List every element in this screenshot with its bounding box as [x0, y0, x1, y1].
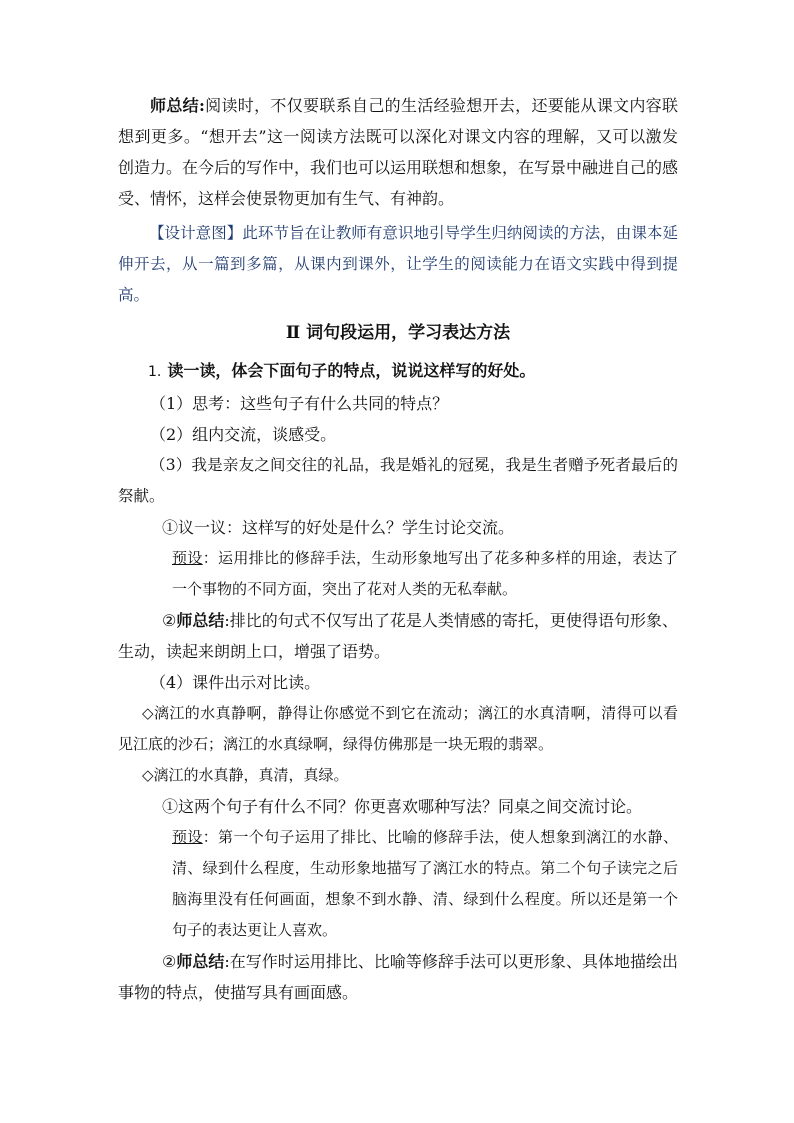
discuss-prompt-2: ①这两个句子有什么不同？你更喜欢哪种写法？同桌之间交流讨论。	[162, 797, 643, 816]
teacher-summary-2	[118, 605, 678, 667]
compare-sentence-2: ◇漓江的水真静，真清，真绿。	[142, 766, 349, 784]
preset-answer-2	[118, 822, 678, 946]
summary-3-label: 师总结	[176, 952, 225, 971]
preset-answer-1	[118, 543, 678, 605]
teacher-summary-3	[118, 946, 678, 1008]
task-1-text: 读一读，体会下面句子的特点，说说这样写的好处。	[167, 361, 536, 380]
compare-sentence-1: ◇漓江的水真静啊，静得让你感觉不到它在流动；漓江的水真清啊，清得可以看见江底的沙石；漓江的水真绿啊，绿得仿佛那是一块无瑕的翡翠。	[118, 704, 678, 753]
design-intent-text: 此环节旨在让教师有意识地引导学生归纳阅读的方法，由课本延伸开去，从一篇到多篇，从课内到课外，让学生的阅读能力在语文实践中得到提高。	[118, 224, 678, 304]
summary-3-text: :在写作时运用排比、比喻等修辞手法可以更形象、具体地描绘出事物的特点，使描写具有画面感。	[118, 952, 678, 1002]
section-heading: Ⅱ 词句段运用，学习表达方法	[285, 323, 511, 343]
preset-label-2: 预设	[172, 828, 203, 846]
preset-label-1: 预设	[172, 549, 203, 567]
sub-item-2: （2）组内交流，谈感受。	[150, 425, 337, 444]
teacher-summary-paragraph	[118, 90, 678, 214]
document-page	[118, 90, 678, 1008]
design-intent-tag: 【设计意图】	[149, 224, 243, 242]
preset-text-1: ：运用排比的修辞手法，生动形象地写出了花多种多样的用途，表达了一个事物的不同方面，突出了花对人类的无私奉献。	[172, 549, 678, 598]
teacher-summary-label: 师总结:	[150, 96, 205, 115]
summary-2-label: 师总结	[176, 611, 225, 630]
sub-item-3: （3）我是亲友之间交往的礼品，我是婚礼的冠冕，我是生者赠予死者最后的祭献。	[118, 456, 678, 505]
teacher-summary-text: 阅读时，不仅要联系自己的生活经验想开去，还要能从课文内容联想到更多。“想开去”这一阅读方法既可以深化对课文内容的理解，又可以激发创造力。在今后的写作中，我们也可以运用联想和想象，在写景中融进自己的感受、情怀，这样会使景物更加有生气、有神韵。	[118, 96, 679, 208]
preset-text-2: ：第一个句子运用了排比、比喻的修辞手法，使人想象到漓江的水静、清、绿到什么程度，生动形象地描写了漓江水的特点。第二个句子读完之后脑海里没有任何画面，想象不到水静、清、绿到什么程度。所以还是第一个句子的表达更让人喜欢。	[172, 828, 678, 939]
task-1-number: 1.	[148, 364, 162, 380]
task-1	[118, 355, 678, 388]
summary-2-text: :排比的句式不仅写出了花是人类情感的寄托，更使得语句形象、生动，读起来朗朗上口，增强了语势。	[118, 611, 678, 661]
summary-2-prefix: ②	[162, 611, 177, 630]
sub-item-1: （1）思考：这些句子有什么共同的特点？	[150, 394, 449, 413]
sub-item-4: （4）课件出示对比读。	[150, 673, 321, 692]
discuss-prompt-1: ①议一议：这样写的好处是什么？学生讨论交流。	[162, 518, 515, 537]
summary-3-prefix: ②	[162, 952, 177, 971]
design-intent-paragraph	[118, 218, 678, 311]
